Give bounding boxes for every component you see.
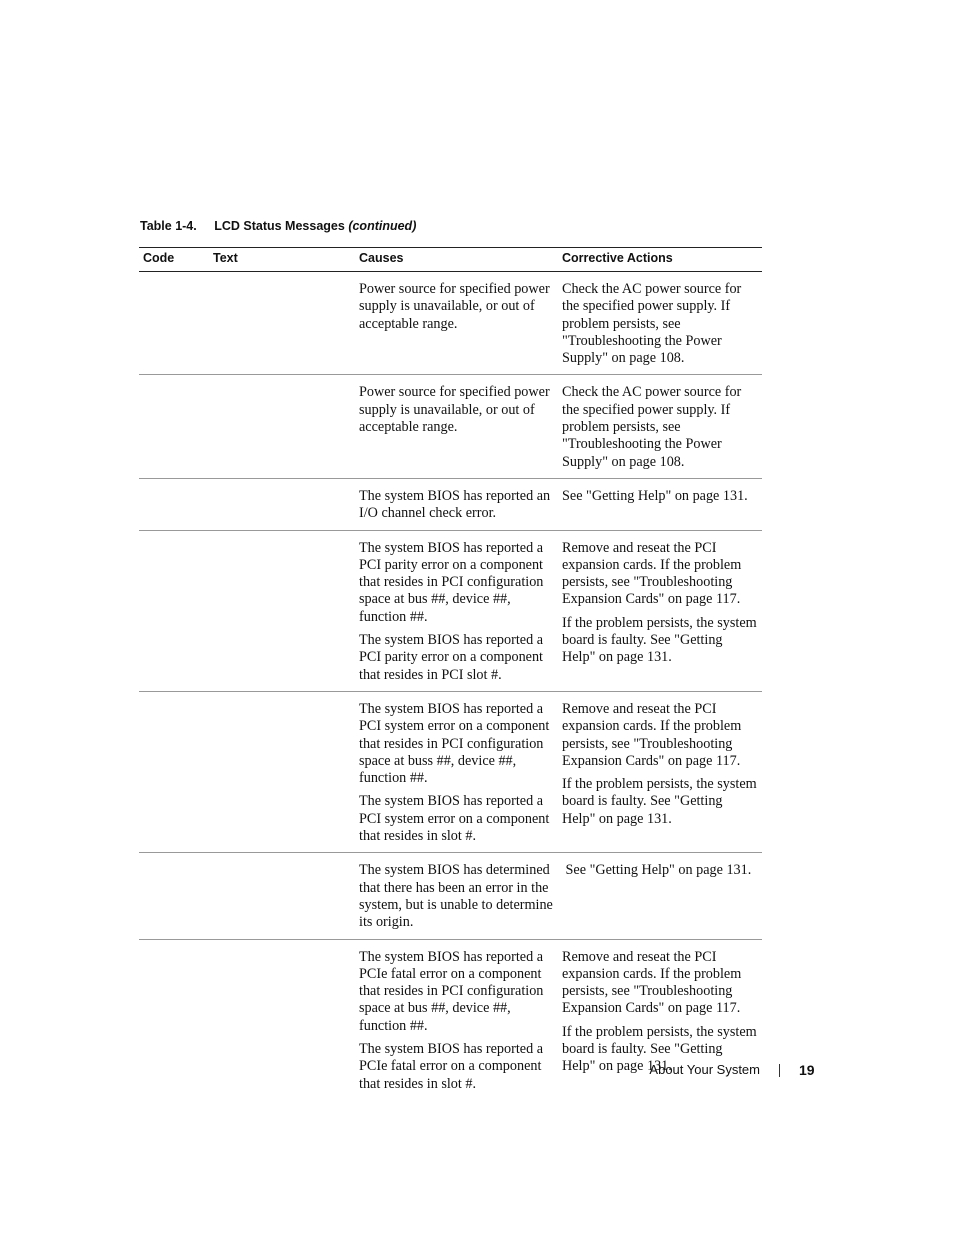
table-number: Table 1-4. [140, 219, 197, 233]
table-row [139, 530, 762, 691]
cause-paragraph: The system BIOS has determined that there has been an error in the system, but is unable to determine its origin. [359, 862, 553, 931]
header-text: Text [209, 248, 355, 272]
table-caption [140, 219, 416, 233]
code-cell [139, 478, 209, 530]
causes-cell [355, 272, 558, 375]
action-paragraph: Check the AC power source for the specified power supply. If problem persists, see "Troubleshooting the Power Supply" on page 108. [562, 384, 742, 470]
actions-cell [558, 530, 762, 691]
text-cell [209, 375, 355, 478]
cause-paragraph: The system BIOS has reported a PCIe fatal error on a component that resides in PCI configuration space at bus ##, device ##, function ##. [359, 948, 544, 1034]
action-paragraph: See "Getting Help" on page 131. [562, 487, 748, 504]
code-cell [139, 272, 209, 375]
code-cell [139, 853, 209, 939]
table-row [139, 272, 762, 375]
actions-cell [558, 691, 762, 852]
cause-paragraph: The system BIOS has reported an I/O channel check error. [359, 487, 551, 522]
table-row [139, 478, 762, 530]
cause-paragraph: Power source for specified power supply is unavailable, or out of acceptable range. [359, 384, 550, 436]
cause-paragraph: The system BIOS has reported a PCI parity error on a component that resides in PCI configuration space at bus ##, device ##, function ##. [359, 539, 544, 625]
action-paragraph: Remove and reseat the PCI expansion cards. If the problem persists, see "Troubleshooting Expansion Cards" on page 117. [562, 948, 742, 1017]
actions-cell [558, 375, 762, 478]
causes-cell [355, 691, 558, 852]
table-row [139, 853, 762, 939]
causes-cell [355, 853, 558, 939]
action-paragraph: If the problem persists, the system board is faulty. See "Getting Help" on page 131. [562, 1023, 757, 1075]
actions-cell [558, 478, 762, 530]
header-code: Code [139, 248, 209, 272]
page-number: 19 [799, 1062, 815, 1078]
actions-cell [558, 272, 762, 375]
causes-cell [355, 375, 558, 478]
table-header-row [139, 248, 762, 272]
table-title: LCD Status Messages [214, 219, 345, 233]
cause-paragraph: The system BIOS has reported a PCIe fatal error on a component that resides in slot #. [359, 1040, 544, 1092]
page-footer [0, 1062, 954, 1082]
code-cell [139, 691, 209, 852]
cause-paragraph: The system BIOS has reported a PCI system error on a component that resides in PCI configuration space at buss ##, device ##, function ##. [359, 700, 550, 787]
causes-cell [355, 530, 558, 691]
text-cell [209, 272, 355, 375]
footer-divider [779, 1064, 780, 1077]
lcd-status-table [139, 247, 762, 1100]
action-paragraph: If the problem persists, the system board is faulty. See "Getting Help" on page 131. [562, 614, 757, 666]
cause-paragraph: The system BIOS has reported a PCI system error on a component that resides in slot #. [359, 793, 550, 845]
actions-cell [558, 853, 762, 939]
header-causes: Causes [355, 248, 558, 272]
action-paragraph: Remove and reseat the PCI expansion cards. If the problem persists, see "Troubleshooting Expansion Cards" on page 117. [562, 539, 742, 608]
table-row [139, 691, 762, 852]
header-corrective-actions: Corrective Actions [558, 248, 762, 272]
action-paragraph: See "Getting Help" on page 131. [562, 862, 752, 879]
text-cell [209, 691, 355, 852]
footer-section-title: About Your System [649, 1062, 760, 1077]
text-cell [209, 853, 355, 939]
cause-paragraph: Power source for specified power supply is unavailable, or out of acceptable range. [359, 281, 550, 332]
text-cell [209, 478, 355, 530]
cause-paragraph: The system BIOS has reported a PCI parity error on a component that resides in PCI slot #. [359, 632, 544, 683]
action-paragraph: Check the AC power source for the specified power supply. If problem persists, see "Troubleshooting the Power Supply" on page 108. [562, 281, 742, 367]
text-cell [209, 530, 355, 691]
code-cell [139, 530, 209, 691]
causes-cell [355, 478, 558, 530]
action-paragraph: Remove and reseat the PCI expansion cards. If the problem persists, see "Troubleshooting Expansion Cards" on page 117. [562, 700, 742, 769]
table-row [139, 375, 762, 478]
code-cell [139, 375, 209, 478]
action-paragraph: If the problem persists, the system board is faulty. See "Getting Help" on page 131. [562, 776, 757, 827]
table-continued: (continued) [348, 219, 417, 233]
